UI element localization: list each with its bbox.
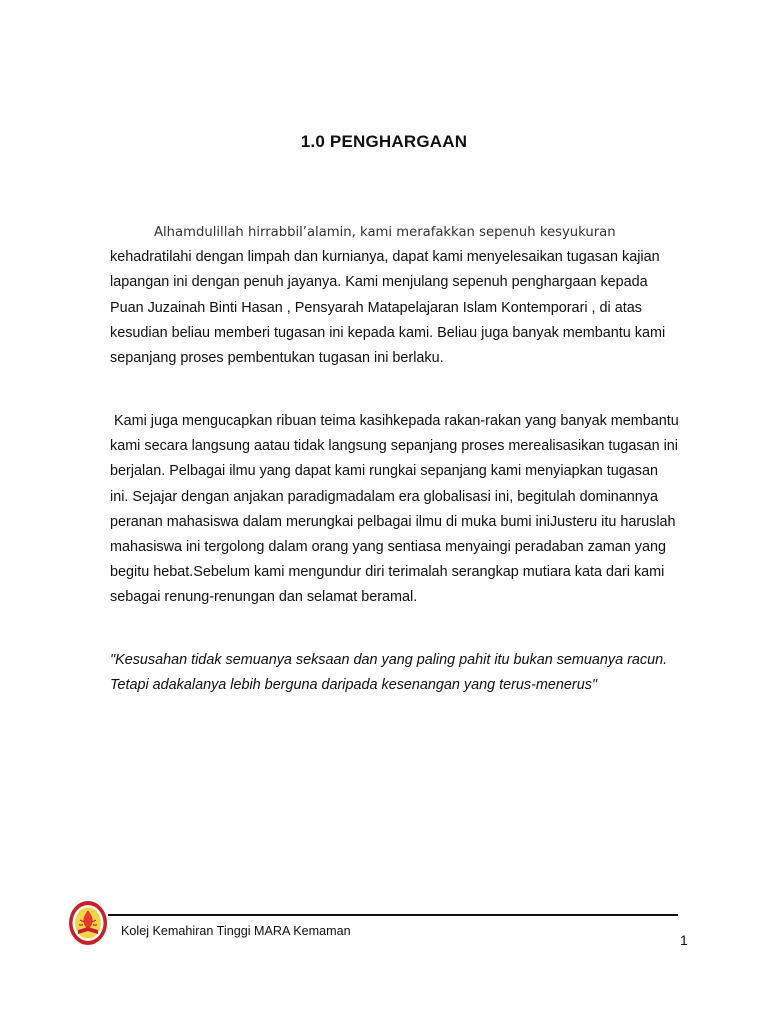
page-title: 1.0 PENGHARGAAN	[300, 132, 468, 151]
acknowledgement-paragraph-2	[110, 409, 680, 611]
page-number: 1	[680, 932, 688, 948]
paragraph-1-first-line: Alhamdulillah hirrabbil’alamin, kami merafakkan sepenuh kesyukuran	[154, 225, 616, 240]
paragraph-1-body: kehadratilahi dengan limpah dan kurnianya, dapat kami menyelesaikan tugasan kajian lapangan ini dengan penuh jayanya. Kami menjulang sepenuh penghargaan kepada Puan Juzainah Binti Hasan , Pensyarah Matapelajaran Islam Kontemporari , di atas kesudian beliau memberi tugasan ini kepada kami. Beliau juga banyak membantu kami sepanjang proses pembentukan tugasan ini berlaku.	[110, 249, 666, 367]
closing-quote: "Kesusahan tidak semuanya seksaan dan yang paling pahit itu bukan semuanya racun. Tetapi adakalanya lebih berguna daripada kesenangan yang terus-menerus"	[110, 652, 668, 694]
acknowledgement-paragraph-1	[110, 220, 680, 371]
footer-divider	[108, 914, 678, 916]
college-crest-icon	[68, 900, 108, 946]
paragraph-2-body: Kami juga mengucapkan ribuan teima kasihkepada rakan-rakan yang banyak membantu kami secara langsung aatau tidak langsung sepanjang proses merealisasikan tugasan ini berjalan. Pelbagai ilmu yang dapat kami rungkai sepanjang kami menyiapkan tugasan ini. Sejajar dengan anjakan paradigmadalam era globalisasi ini, begitulah dominannya peranan mahasiswa dalam merungkai pelbagai ilmu di muka bumi iniJusteru itu haruslah mahasiswa ini tergolong dalam orang yang sentiasa menyaingi peradaban zaman yang begitu hebat.Sebelum kami mengundur diri terimalah serangkap mutiara kata dari kami sebagai renung-renungan dan selamat beramal.	[110, 413, 679, 606]
footer-institution-name: Kolej Kemahiran Tinggi MARA Kemaman	[121, 924, 351, 938]
